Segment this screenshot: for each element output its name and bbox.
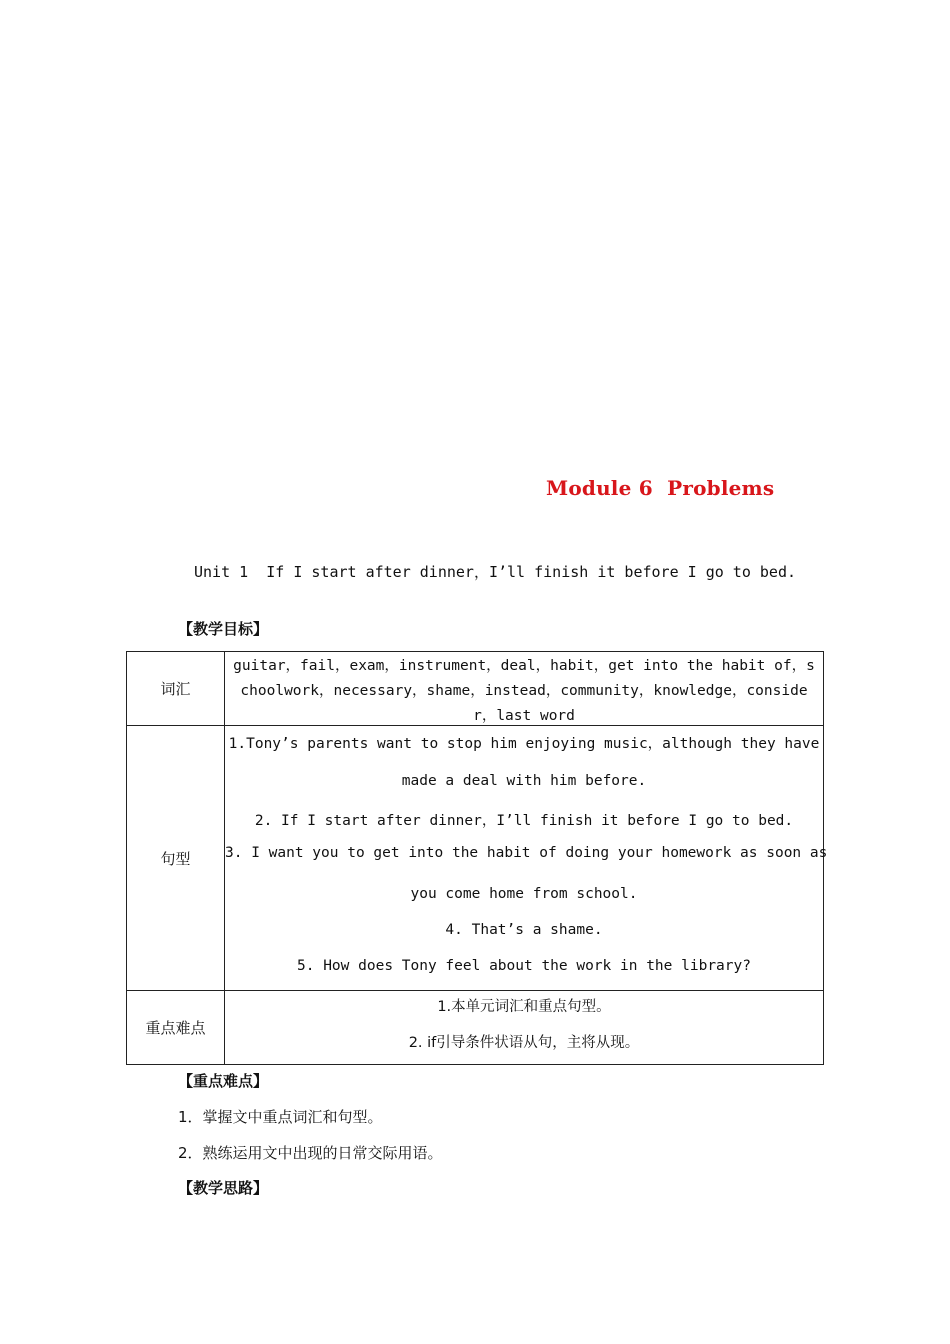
sentences-cell [225, 726, 828, 991]
section-teaching-goals: 【教学目标】 [178, 620, 269, 638]
teaching-goals-table [126, 651, 828, 1065]
unit-heading: Unit 1 If I start after dinner，I’ll finish it before I go to bed. [194, 563, 796, 581]
sentence-3-line-2: you come home from school. [410, 886, 638, 902]
section-teaching-ideas: 【教学思路】 [178, 1179, 269, 1197]
difficulty-2: 2. if引导条件状语从句，主将从现。 [408, 1035, 640, 1051]
sentence-2: 2. If I start after dinner，I’ll finish it before I go to bed. [254, 813, 794, 829]
module-title: Module 6 Problems [546, 476, 775, 500]
sentence-1-line-2: made a deal with him before. [401, 773, 647, 789]
sentence-5: 5. How does Tony feel about the work in the library? [297, 958, 751, 974]
key-point-2: 2．熟练运用文中出现的日常交际用语。 [178, 1144, 443, 1162]
key-point-1: 1．掌握文中重点词汇和句型。 [178, 1108, 383, 1126]
vocabulary-list: guitar，fail，exam，instrument，deal，habit，get into the habit of，schoolwork，necessary，shame，instead，community，knowledge，consider，last word [233, 658, 815, 724]
row-label-sentences: 句型 [127, 726, 225, 991]
section-key-difficulties: 【重点难点】 [178, 1072, 269, 1090]
table-row-key-difficulties [127, 991, 824, 1065]
sentence-4: 4. That’s a shame. [445, 922, 603, 938]
row-label-vocabulary: 词汇 [127, 652, 225, 726]
sentence-1-line-1: 1.Tony’s parents want to stop him enjoying music，although they have [228, 736, 820, 752]
difficulty-1: 1.本单元词汇和重点句型。 [437, 999, 611, 1015]
table-row-sentences [127, 726, 824, 991]
table-row-vocabulary [127, 652, 824, 726]
sentence-3-line-1: 3. I want you to get into the habit of doing your homework as soon as [225, 845, 828, 861]
vocabulary-cell [225, 652, 824, 726]
row-label-key-difficulties: 重点难点 [127, 991, 225, 1065]
key-difficulties-cell [225, 991, 824, 1065]
